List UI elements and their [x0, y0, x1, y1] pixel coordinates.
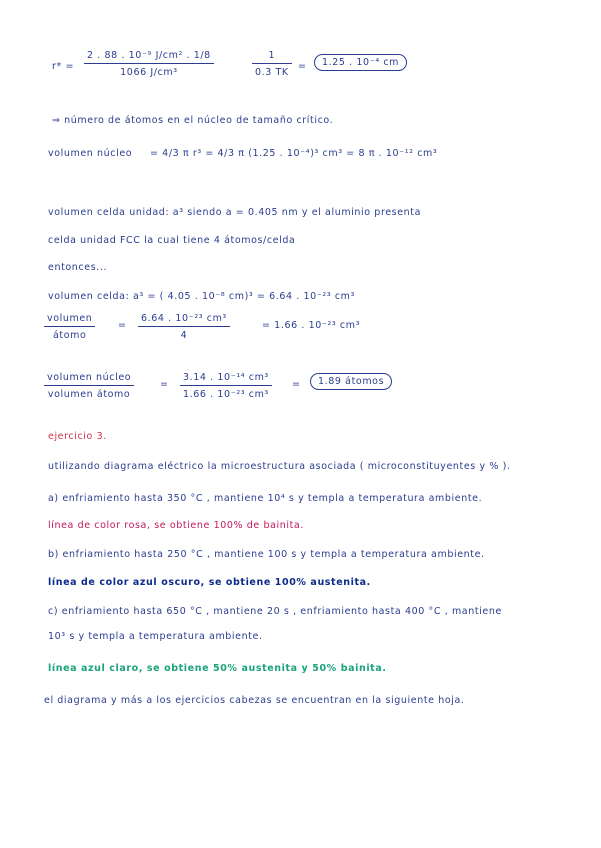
- entonces: entonces...: [48, 262, 108, 273]
- vol-atomo-value-fraction: [138, 313, 230, 341]
- calc-result-box: 1.25 . 10⁻⁴ cm: [314, 54, 407, 71]
- ratio-result-box: 1.89 átomos: [310, 373, 392, 390]
- ratio-label-fraction: [44, 372, 134, 400]
- vol-atomo-num-label: volumen: [47, 313, 93, 324]
- section-title: ejercicio 3.: [48, 431, 107, 442]
- celda-intro-2: celda unidad FCC la cual tiene 4 átomos/celda: [48, 235, 296, 246]
- vol-atomo-num: 6.64 . 10⁻²³ cm³: [141, 313, 227, 324]
- ratio-value-fraction: [180, 372, 272, 400]
- exercise-line: a) enfriamiento hasta 350 °C , mantiene 10⁴ s y templa a temperatura ambiente.: [48, 493, 483, 504]
- ratio-equals: =: [160, 379, 169, 390]
- exercise-line: c) enfriamiento hasta 650 °C , mantiene 20 s , enfriamiento hasta 400 °C , mantiene: [48, 606, 502, 617]
- calc-numerator-2: 1: [268, 50, 276, 61]
- calc-denominator-2: 0.3 TK: [255, 67, 289, 78]
- celda-intro: volumen celda unidad: a³ siendo a = 0.405 nm y el aluminio presenta: [48, 207, 422, 218]
- exercise-line: línea de color rosa, se obtiene 100% de bainita.: [48, 520, 304, 531]
- vol-nucleo-label: volumen núcleo: [48, 148, 133, 159]
- vol-atomo-label-fraction: [44, 313, 95, 341]
- exercise-line: el diagrama y más a los ejercicios cabezas se encuentran en la siguiente hoja.: [44, 695, 465, 706]
- calc-fraction-2: [252, 50, 292, 78]
- ratio-den-label: volumen átomo: [47, 389, 131, 400]
- vol-atomo-den: 4: [180, 330, 188, 341]
- exercise-line: línea azul claro, se obtiene 50% austenita y 50% bainita.: [48, 663, 387, 674]
- exercise-line: 10³ s y templa a temperatura ambiente.: [48, 631, 263, 642]
- vol-celda: volumen celda: a³ = ( 4.05 . 10⁻⁸ cm)³ = 6.64 . 10⁻²³ cm³: [48, 291, 355, 302]
- calc-equals: =: [298, 61, 307, 72]
- ratio-den: 1.66 . 10⁻²³ cm³: [183, 389, 269, 400]
- vol-atomo-equals: =: [118, 320, 127, 331]
- exercise-line: b) enfriamiento hasta 250 °C , mantiene 100 s y templa a temperatura ambiente.: [48, 549, 485, 560]
- vol-nucleo-expr: = 4/3 π r³ = 4/3 π (1.25 . 10⁻⁴)³ cm³ = 8 π . 10⁻¹² cm³: [150, 148, 438, 159]
- calc-denominator-1: 1066 J/cm³: [120, 67, 178, 78]
- calc-numerator-1: 2 . 88 . 10⁻⁹ J/cm² . 1/8: [87, 50, 211, 61]
- atoms-heading: ⇒ número de átomos en el núcleo de tamaño crítico.: [52, 115, 334, 126]
- exercise-line: línea de color azul oscuro, se obtiene 100% austenita.: [48, 577, 371, 588]
- ratio-num-label: volumen núcleo: [47, 372, 132, 383]
- vol-atomo-result: = 1.66 . 10⁻²³ cm³: [262, 320, 361, 331]
- ratio-num: 3.14 . 10⁻¹⁴ cm³: [183, 372, 269, 383]
- ratio-equals-2: =: [292, 379, 301, 390]
- exercise-line: utilizando diagrama eléctrico la microestructura asociada ( microconstituyentes y % ).: [48, 461, 511, 472]
- vol-atomo-den-label: átomo: [52, 330, 87, 341]
- calc-fraction-1: [84, 50, 214, 78]
- calc-lhs: r* =: [52, 61, 75, 72]
